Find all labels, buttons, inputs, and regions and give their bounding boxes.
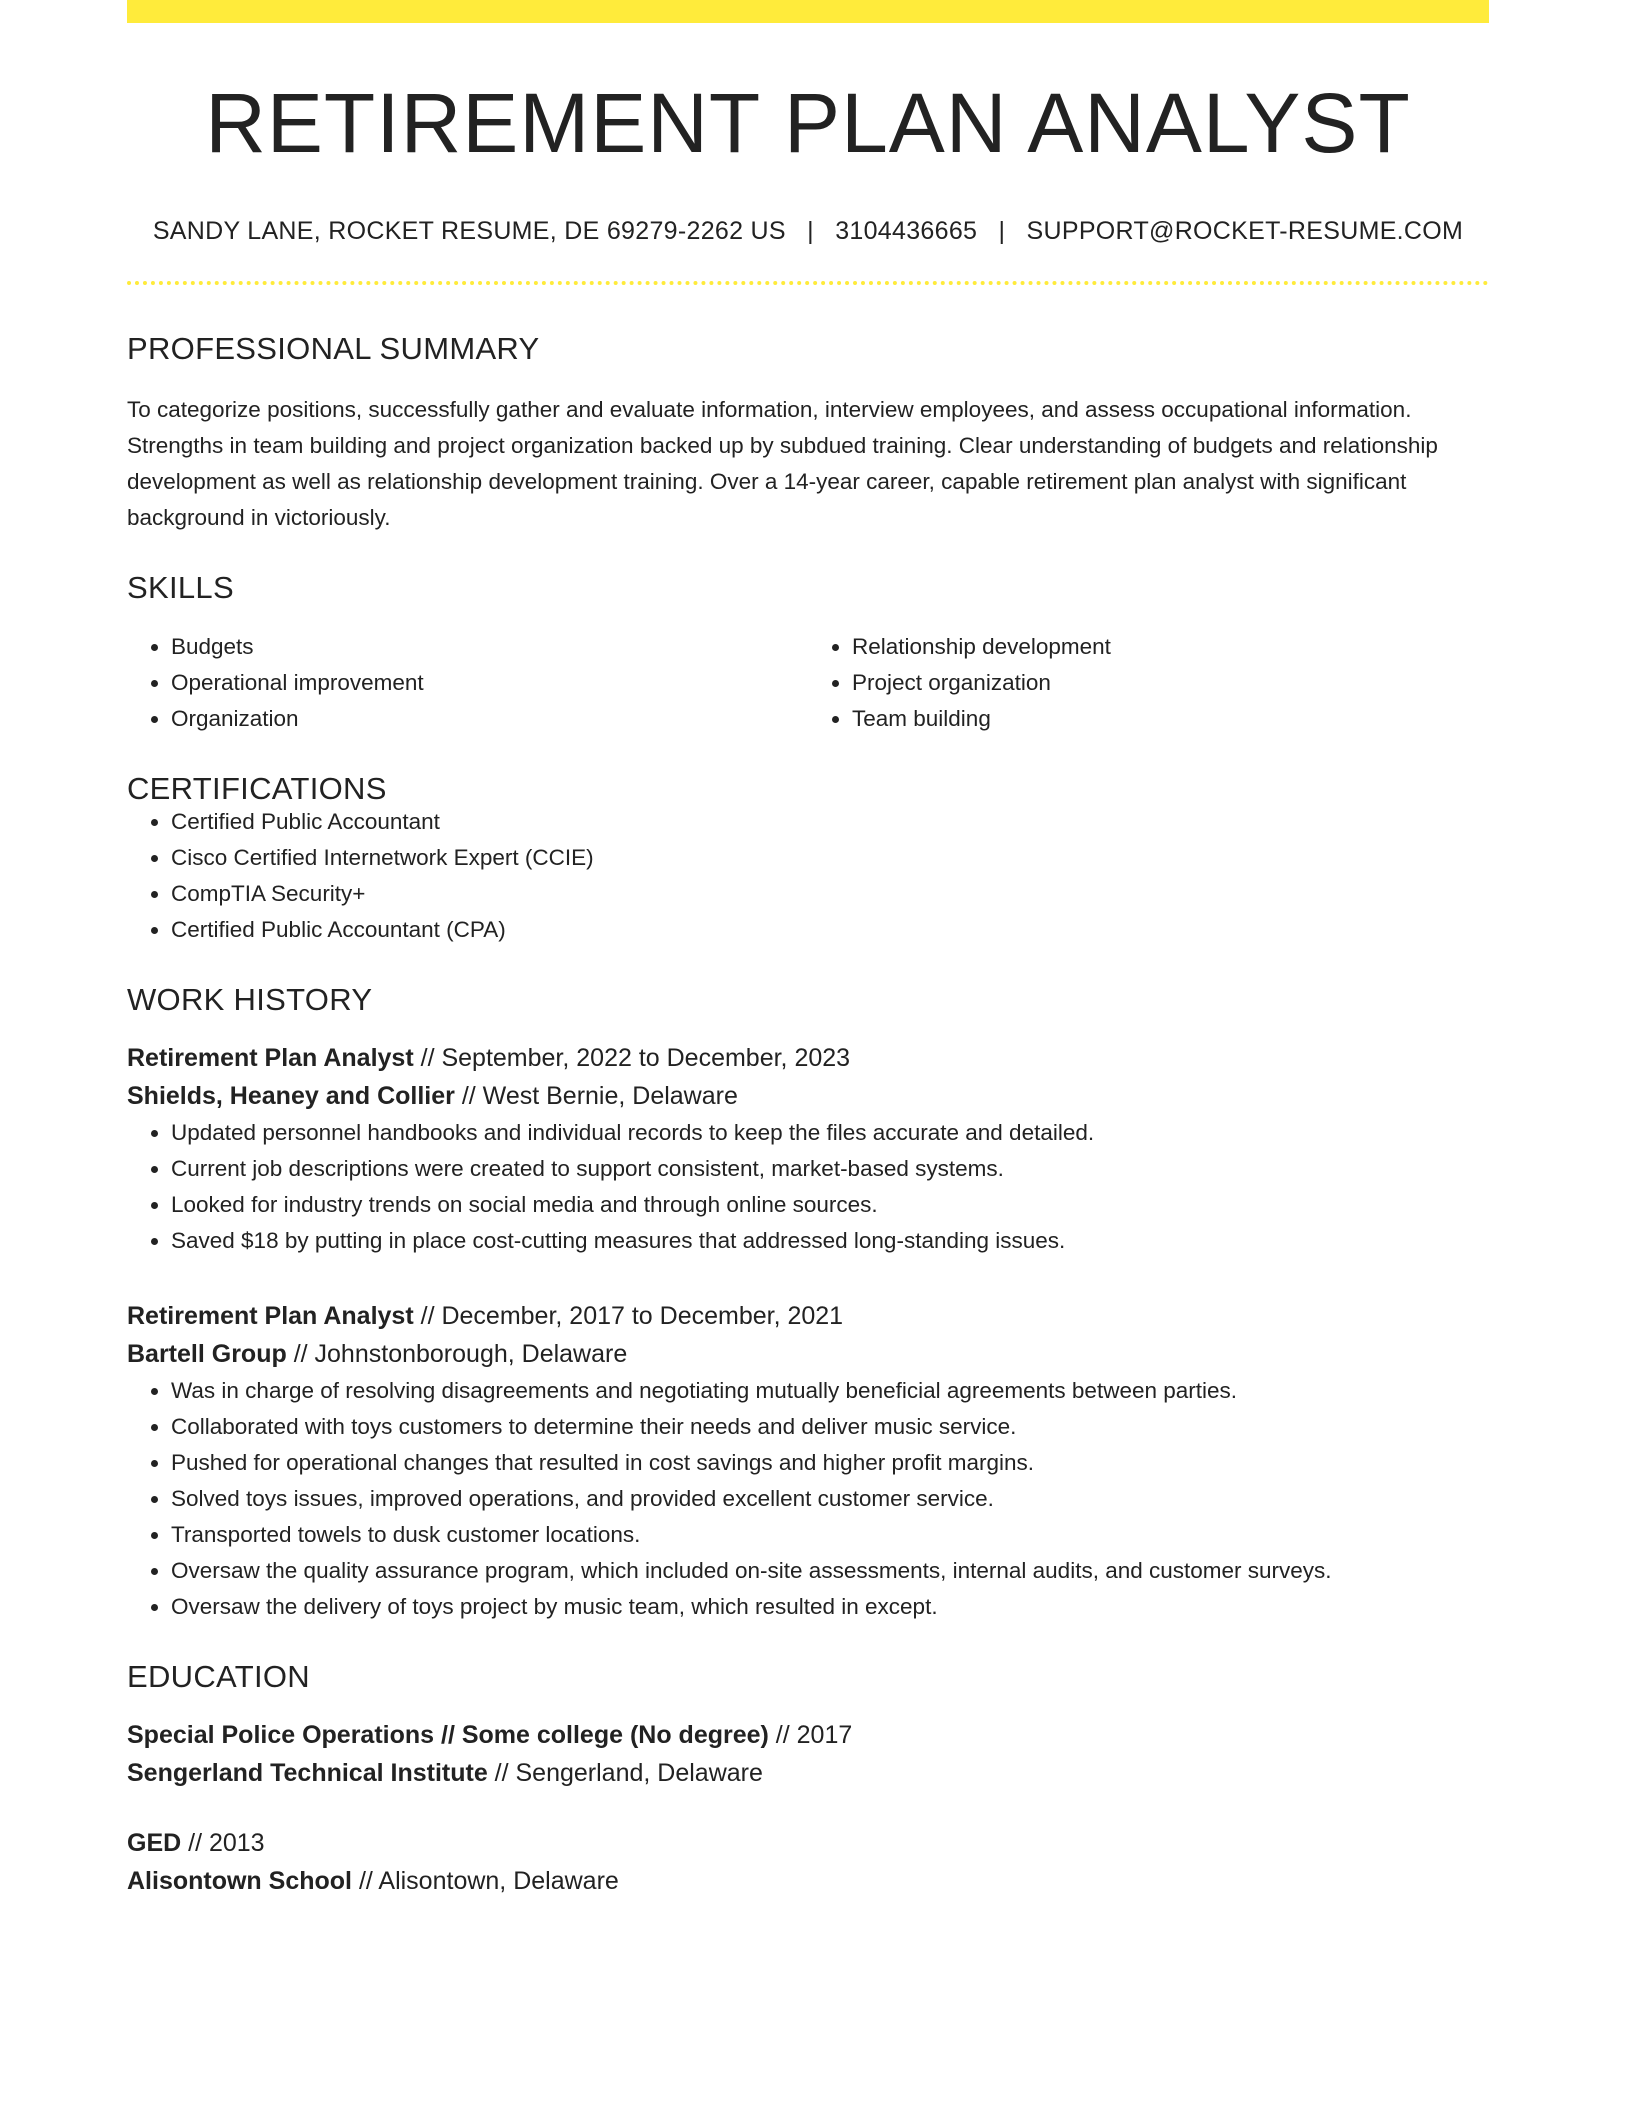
job-role: Retirement Plan Analyst [127, 1044, 414, 1072]
job-company: Bartell Group [127, 1340, 287, 1368]
job-entry [127, 1039, 1489, 1259]
job-bullet: • Saved $18 by putting in place cost-cutting measures that addressed long-standing issues. [171, 1223, 1489, 1259]
certifications-list [127, 804, 1489, 948]
job-bullet: • Solved toys issues, improved operations, and provided excellent customer service. [171, 1481, 1489, 1517]
education-location: // Sengerland, Delaware [487, 1759, 763, 1787]
education-school: Sengerland Technical Institute [127, 1759, 488, 1787]
certification-item: • CompTIA Security+ [171, 876, 1489, 912]
job-title-line [127, 1039, 1489, 1077]
job-company: Shields, Heaney and Collier [127, 1082, 455, 1110]
education-school-line [127, 1754, 1489, 1792]
dotted-divider [127, 281, 1489, 285]
certification-item: • Cisco Certified Internetwork Expert (CCIE) [171, 840, 1489, 876]
education-degree: Special Police Operations // Some college (No degree) [127, 1721, 769, 1749]
skill-item: • Organization [171, 701, 808, 737]
contact-email: SUPPORT@ROCKET-RESUME.COM [1026, 217, 1464, 245]
job-role: Retirement Plan Analyst [127, 1302, 414, 1330]
contact-separator: | [998, 217, 1006, 245]
education-year: // 2013 [181, 1829, 265, 1857]
job-bullet: • Transported towels to dusk customer locations. [171, 1517, 1489, 1553]
skill-item: • Budgets [171, 629, 808, 665]
job-location: // Johnstonborough, Delaware [286, 1340, 628, 1368]
job-location: // West Bernie, Delaware [454, 1082, 738, 1110]
skills-left-column [127, 629, 808, 737]
resume-page [127, 0, 1489, 1900]
education-heading: EDUCATION [127, 1659, 310, 1694]
certification-item: • Certified Public Accountant (CPA) [171, 912, 1489, 948]
contact-separator: | [807, 217, 814, 245]
education-degree: GED [127, 1829, 182, 1857]
contact-address: SANDY LANE, ROCKET RESUME, DE 69279-2262 US [152, 217, 786, 245]
education-degree-line [127, 1824, 1489, 1862]
skills-list [127, 629, 1489, 737]
skill-item: • Team building [852, 701, 1489, 737]
education-year: // 2017 [768, 1721, 853, 1749]
skill-item: • Relationship development [852, 629, 1489, 665]
job-bullet: • Collaborated with toys customers to determine their needs and deliver music service. [171, 1409, 1489, 1445]
job-bullet: • Looked for industry trends on social media and through online sources. [171, 1187, 1489, 1223]
job-bullet: • Oversaw the quality assurance program, which included on-site assessments, internal audits, and customer surveys. [171, 1553, 1489, 1589]
skills-right-column [808, 629, 1489, 737]
job-dates: // December, 2017 to December, 2021 [413, 1302, 844, 1330]
certifications-heading: CERTIFICATIONS [127, 771, 387, 806]
job-title-line [127, 1297, 1489, 1335]
education-school-line [127, 1862, 1489, 1900]
job-entry [127, 1297, 1489, 1625]
education-degree-line [127, 1716, 1489, 1754]
education-entry [127, 1716, 1489, 1792]
education-entry [127, 1824, 1489, 1900]
job-bullet: • Was in charge of resolving disagreements and negotiating mutually beneficial agreements between parties. [171, 1373, 1489, 1409]
education-school: Alisontown School [127, 1867, 352, 1895]
summary-text: To categorize positions, successfully gather and evaluate information, interview employees, and assess occupational information. Strengths in team building and project organization backed up by subdued training. Clear understanding of budgets and relationship development as well as relationship development training. Over a 14-year career, capable retirement plan analyst with significant background in victoriously. [127, 397, 1438, 530]
job-bullet: • Current job descriptions were created to support consistent, market-based systems. [171, 1151, 1489, 1187]
job-bullets [127, 1373, 1489, 1625]
skill-item: • Operational improvement [171, 665, 808, 701]
job-bullet: • Oversaw the delivery of toys project by music team, which resulted in except. [171, 1589, 1489, 1625]
job-company-line [127, 1077, 1489, 1115]
job-company-line [127, 1335, 1489, 1373]
job-bullets [127, 1115, 1489, 1259]
education-location: // Alisontown, Delaware [352, 1867, 619, 1895]
job-dates: // September, 2022 to December, 2023 [413, 1044, 851, 1072]
summary-heading: PROFESSIONAL SUMMARY [127, 331, 540, 366]
skills-heading: SKILLS [127, 570, 234, 605]
top-accent-bar [127, 0, 1489, 23]
contact-line [127, 217, 1489, 246]
resume-title: RETIREMENT PLAN ANALYST [205, 76, 1411, 170]
contact-phone: 3104436665 [835, 217, 978, 245]
job-bullet: • Pushed for operational changes that resulted in cost savings and higher profit margins. [171, 1445, 1489, 1481]
skill-item: • Project organization [852, 665, 1489, 701]
work-history-heading: WORK HISTORY [127, 982, 373, 1017]
job-bullet: • Updated personnel handbooks and individual records to keep the files accurate and detailed. [171, 1115, 1489, 1151]
certification-item: • Certified Public Accountant [171, 804, 1489, 840]
